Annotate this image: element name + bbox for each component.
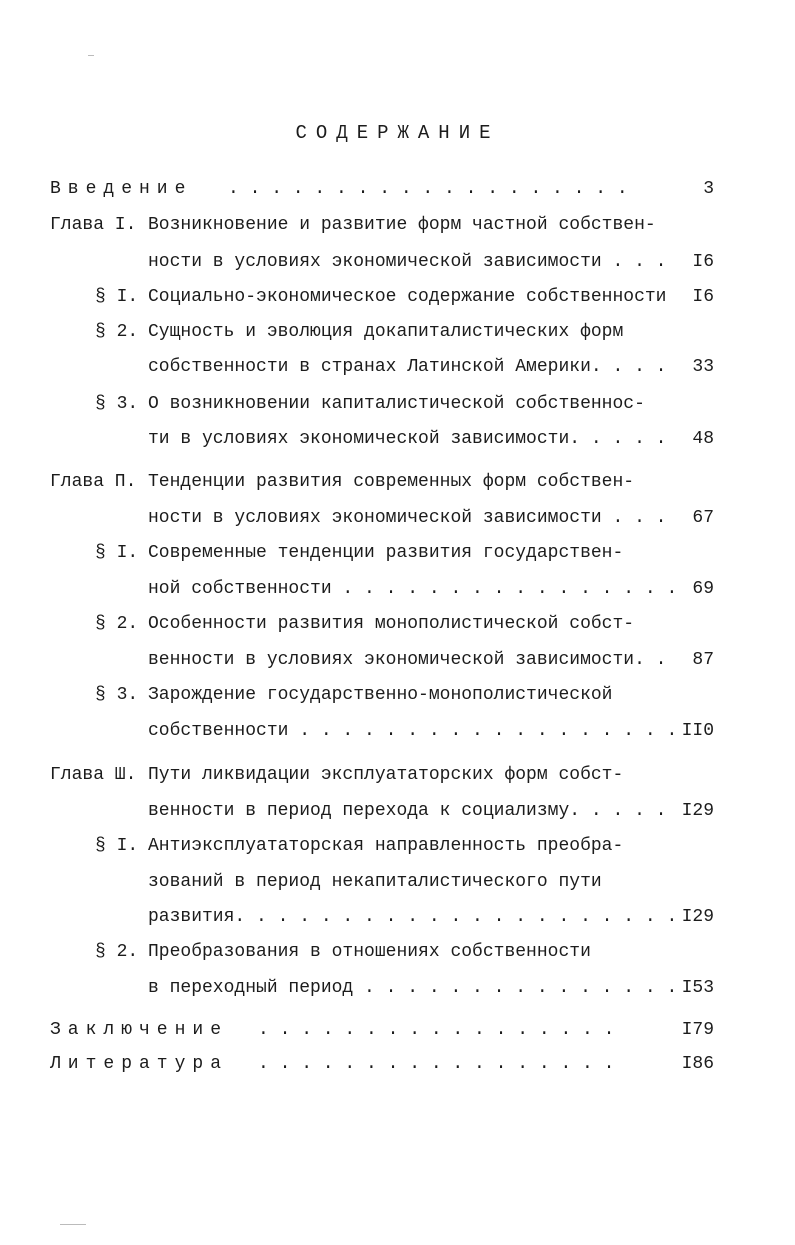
ch3-section-1-mark: § I.	[95, 836, 139, 856]
ch2-section-1-page: 69	[692, 579, 714, 599]
scan-mark	[60, 1224, 86, 1225]
ch3-section-1-title-line2: зований в период некапиталистического пути	[148, 872, 602, 892]
chapter-3-title-line2: венности в период перехода к социализму. . . . .	[148, 801, 667, 821]
ch3-section-2-mark: § 2.	[95, 942, 139, 962]
literature-label: Литература	[50, 1054, 229, 1074]
chapter-1-title-line1: Возникновение и развитие форм частной собствен-	[148, 215, 656, 235]
intro-label: Введение	[50, 179, 193, 199]
ch1-section-3-title-line2: ти в условиях экономической зависимости. . . . .	[148, 429, 667, 449]
ch1-section-3-page: 48	[692, 429, 714, 449]
ch3-section-2-title-line1: Преобразования в отношениях собственности	[148, 942, 591, 962]
chapter-1-title-line2: ности в условиях экономической зависимости . . .	[148, 252, 667, 272]
literature-dots: . . . . . . . . . . . . . . . . .	[258, 1054, 615, 1074]
intro-dots: . . . . . . . . . . . . . . . . . . .	[228, 179, 628, 199]
ch2-section-3-mark: § 3.	[95, 685, 139, 705]
ch3-section-1-title-line1: Антиэксплуататорская направленность преобра-	[148, 836, 624, 856]
ch2-section-3-title-line1: Зарождение государственно-монополистической	[148, 685, 613, 705]
ch1-section-3-title-line1: О возникновении капиталистической собственнос-	[148, 394, 645, 414]
conclusion-label: Заключение	[50, 1020, 229, 1040]
ch2-section-2-title-line1: Особенности развития монополистической собст-	[148, 614, 635, 634]
ch2-section-1-title-line1: Современные тенденции развития государствен-	[148, 543, 624, 563]
ch2-section-1-title-line2: ной собственности . . . . . . . . . . . . . . . .	[148, 579, 678, 599]
ch1-section-1-page: I6	[692, 287, 714, 307]
chapter-1-prefix: Глава I.	[50, 215, 137, 235]
chapter-2-page: 67	[692, 508, 714, 528]
literature-page: I86	[681, 1054, 714, 1074]
ch3-section-2-title-line2: в переходный период . . . . . . . . . . . . . . .	[148, 978, 678, 998]
chapter-2-title-line2: ности в условиях экономической зависимости . . .	[148, 508, 667, 528]
ch2-section-3-page: II0	[681, 721, 714, 741]
ch1-section-1-title: Социально-экономическое содержание собственности	[148, 287, 667, 307]
conclusion-page: I79	[681, 1020, 714, 1040]
ch1-section-2-title-line1: Сущность и эволюция докапиталистических форм	[148, 322, 624, 342]
ch2-section-1-mark: § I.	[95, 543, 139, 563]
chapter-2-title-line1: Тенденции развития современных форм собствен-	[148, 472, 635, 492]
ch3-section-2-page: I53	[681, 978, 714, 998]
chapter-3-page: I29	[681, 801, 714, 821]
ch1-section-2-title-line2: собственности в странах Латинской Америки. . . .	[148, 357, 667, 377]
ch1-section-2-page: 33	[692, 357, 714, 377]
ch2-section-2-mark: § 2.	[95, 614, 139, 634]
ch1-section-1-mark: § I.	[95, 287, 139, 307]
ch1-section-2-mark: § 2.	[95, 322, 139, 342]
conclusion-dots: . . . . . . . . . . . . . . . . .	[258, 1020, 615, 1040]
scan-speck	[88, 55, 94, 56]
chapter-1-page: I6	[692, 252, 714, 272]
chapter-3-title-line1: Пути ликвидации эксплуататорских форм собст-	[148, 765, 624, 785]
ch1-section-3-mark: § 3.	[95, 394, 139, 414]
ch3-section-1-title-line3: развития. . . . . . . . . . . . . . . . . . . . .	[148, 907, 678, 927]
page-title: СОДЕРЖАНИЕ	[295, 122, 500, 144]
ch3-section-1-page: I29	[681, 907, 714, 927]
intro-page: 3	[703, 179, 714, 199]
chapter-3-prefix: Глава Ш.	[50, 765, 137, 785]
ch2-section-2-title-line2: венности в условиях экономической зависимости. .	[148, 650, 667, 670]
ch2-section-3-title-line2: собственности . . . . . . . . . . . . . . . . . .	[148, 721, 678, 741]
ch2-section-2-page: 87	[692, 650, 714, 670]
chapter-2-prefix: Глава П.	[50, 472, 137, 492]
